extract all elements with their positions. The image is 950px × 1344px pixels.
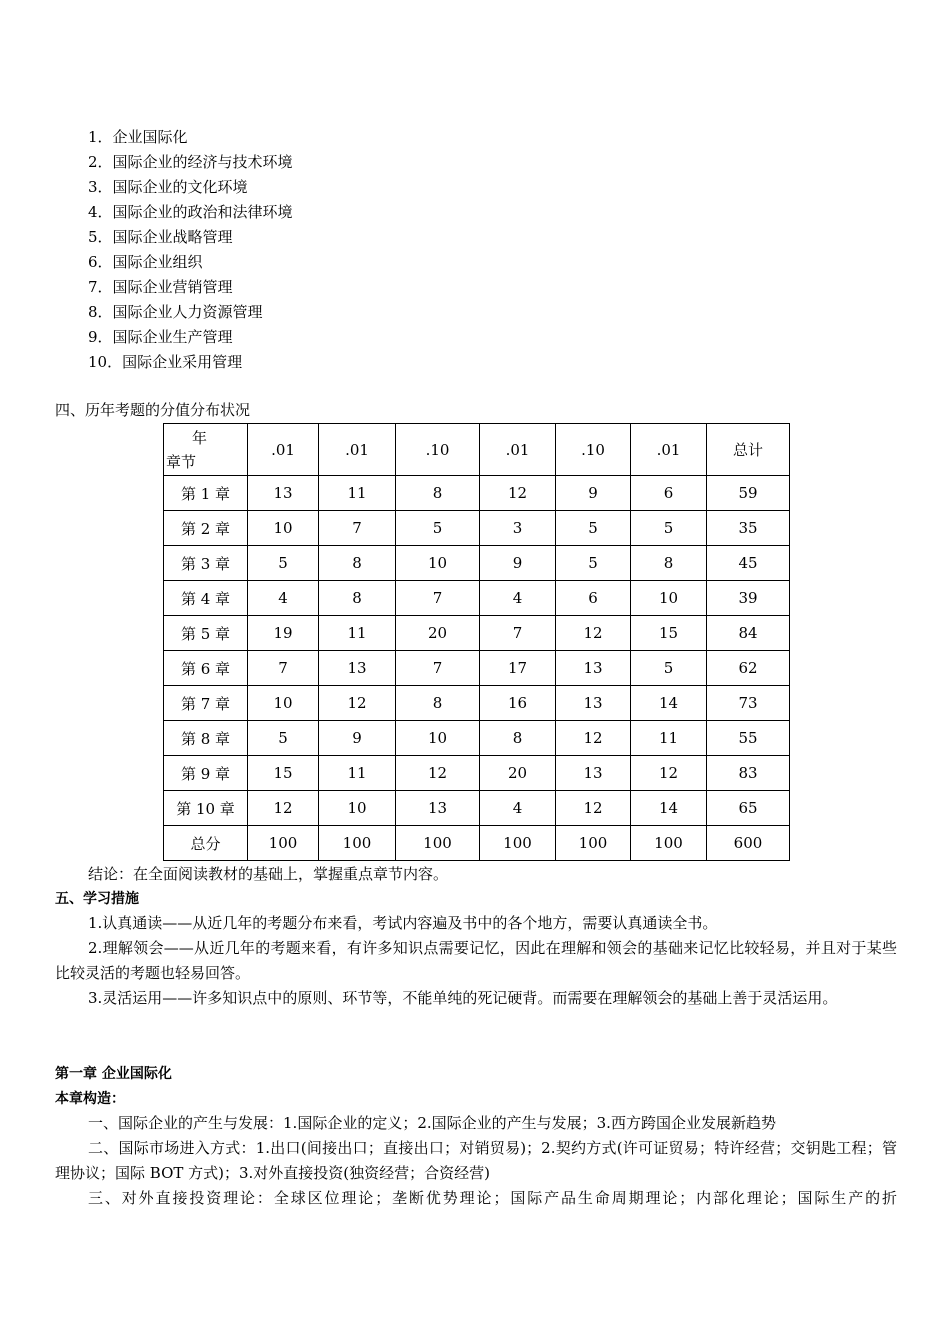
table-row xyxy=(164,511,790,546)
score-cell: 13 xyxy=(556,756,631,791)
year-header-cell: .01 xyxy=(248,424,319,476)
table-row xyxy=(164,791,790,826)
row-total-cell: 55 xyxy=(707,721,790,756)
measure-paragraph: 2.理解领会——从近几年的考题来看，有许多知识点需要记忆，因此在理解和领会的基础来记忆比较轻易，并且对于某些比较灵活的考题也轻易回答。 xyxy=(55,939,897,982)
score-cell: 3 xyxy=(480,511,556,546)
outline-item: 5．国际企业战略管理 xyxy=(88,228,233,246)
chapter-label-cell: 第 1 章 xyxy=(164,476,248,511)
score-cell: 5 xyxy=(556,511,631,546)
score-cell: 13 xyxy=(319,651,396,686)
score-cell: 4 xyxy=(248,581,319,616)
score-cell: 10 xyxy=(396,546,480,581)
corner-year-label: 年 xyxy=(192,429,208,447)
footer-score-cell: 100 xyxy=(631,826,707,861)
chapter-1-heading: 第一章 企业国际化 xyxy=(55,1066,172,1082)
score-cell: 11 xyxy=(319,476,396,511)
score-cell: 20 xyxy=(480,756,556,791)
corner-header-cell xyxy=(164,424,248,476)
score-cell: 12 xyxy=(396,756,480,791)
score-cell: 7 xyxy=(480,616,556,651)
score-cell: 7 xyxy=(248,651,319,686)
chapter-outline-list xyxy=(88,125,293,375)
table-row xyxy=(164,686,790,721)
total-header-cell: 总计 xyxy=(707,424,790,476)
score-cell: 12 xyxy=(631,756,707,791)
section-5-heading: 五、学习措施 xyxy=(55,891,139,907)
year-header-cell: .10 xyxy=(556,424,631,476)
grand-total-cell: 600 xyxy=(707,826,790,861)
score-cell: 6 xyxy=(556,581,631,616)
outline-item: 6．国际企业组织 xyxy=(88,253,203,271)
score-cell: 9 xyxy=(480,546,556,581)
score-cell: 7 xyxy=(319,511,396,546)
row-total-cell: 84 xyxy=(707,616,790,651)
score-cell: 11 xyxy=(319,756,396,791)
outline-item: 7．国际企业营销管理 xyxy=(88,278,233,296)
table-footer-row xyxy=(164,826,790,861)
score-cell: 8 xyxy=(319,581,396,616)
row-total-cell: 45 xyxy=(707,546,790,581)
score-cell: 13 xyxy=(248,476,319,511)
conclusion-text: 结论：在全面阅读教材的基础上，掌握重点章节内容。 xyxy=(88,865,449,883)
table-row xyxy=(164,756,790,791)
score-cell: 9 xyxy=(319,721,396,756)
row-total-cell: 83 xyxy=(707,756,790,791)
measure-paragraph: 3.灵活运用——许多知识点中的原则、环节等，不能单纯的死记硬背。而需要在理解领会的基础上善于灵活运用。 xyxy=(88,989,838,1007)
outline-item: 10．国际企业采用管理 xyxy=(88,353,243,371)
outline-item: 9．国际企业生产管理 xyxy=(88,328,233,346)
table-row xyxy=(164,546,790,581)
section-4-heading: 四、历年考题的分值分布状况 xyxy=(55,401,251,419)
table-row xyxy=(164,616,790,651)
score-cell: 12 xyxy=(319,686,396,721)
score-cell: 12 xyxy=(556,721,631,756)
score-cell: 12 xyxy=(480,476,556,511)
score-cell: 5 xyxy=(556,546,631,581)
table-row xyxy=(164,721,790,756)
footer-score-cell: 100 xyxy=(480,826,556,861)
score-cell: 10 xyxy=(248,686,319,721)
structure-paragraph: 三、对外直接投资理论：全球区位理论；垄断优势理论；国际产品生命周期理论；内部化理论；国际生产的折 xyxy=(88,1189,897,1207)
score-cell: 8 xyxy=(396,686,480,721)
year-header-cell: .01 xyxy=(319,424,396,476)
score-cell: 11 xyxy=(319,616,396,651)
table-row xyxy=(164,581,790,616)
score-distribution-table xyxy=(163,423,790,861)
structure-heading: 本章构造： xyxy=(55,1091,125,1107)
chapter-label-cell: 第 5 章 xyxy=(164,616,248,651)
score-cell: 7 xyxy=(396,581,480,616)
score-cell: 8 xyxy=(396,476,480,511)
structure-paragraph: 二、国际市场进入方式：1.出口(间接出口；直接出口；对销贸易)；2.契约方式(许可证贸易；特许经营；交钥匙工程；管理协议；国际 BOT 方式)；3.对外直接投资(独资经营；合资经营) xyxy=(55,1139,897,1182)
score-cell: 14 xyxy=(631,791,707,826)
outline-item: 1．企业国际化 xyxy=(88,128,188,146)
table-row xyxy=(164,476,790,511)
footer-score-cell: 100 xyxy=(396,826,480,861)
row-total-cell: 35 xyxy=(707,511,790,546)
score-cell: 6 xyxy=(631,476,707,511)
score-cell: 17 xyxy=(480,651,556,686)
chapter-label-cell: 第 2 章 xyxy=(164,511,248,546)
score-cell: 20 xyxy=(396,616,480,651)
outline-item: 2．国际企业的经济与技术环境 xyxy=(88,153,293,171)
chapter-label-cell: 第 7 章 xyxy=(164,686,248,721)
score-cell: 10 xyxy=(319,791,396,826)
footer-score-cell: 100 xyxy=(556,826,631,861)
score-cell: 10 xyxy=(248,511,319,546)
year-header-cell: .01 xyxy=(631,424,707,476)
chapter-label-cell: 第 10 章 xyxy=(164,791,248,826)
chapter-label-cell: 第 6 章 xyxy=(164,651,248,686)
footer-label-cell: 总分 xyxy=(164,826,248,861)
outline-item: 3．国际企业的文化环境 xyxy=(88,178,248,196)
measure-paragraph: 1.认真通读——从近几年的考题分布来看，考试内容遍及书中的各个地方，需要认真通读全书。 xyxy=(88,914,718,932)
corner-chapter-label: 章节 xyxy=(166,453,197,471)
score-cell: 16 xyxy=(480,686,556,721)
score-cell: 10 xyxy=(396,721,480,756)
chapter-label-cell: 第 4 章 xyxy=(164,581,248,616)
chapter-label-cell: 第 8 章 xyxy=(164,721,248,756)
score-cell: 4 xyxy=(480,791,556,826)
score-cell: 9 xyxy=(556,476,631,511)
footer-score-cell: 100 xyxy=(248,826,319,861)
year-header-cell: .01 xyxy=(480,424,556,476)
score-cell: 5 xyxy=(631,511,707,546)
score-cell: 8 xyxy=(631,546,707,581)
chapter-label-cell: 第 9 章 xyxy=(164,756,248,791)
year-header-cell: .10 xyxy=(396,424,480,476)
score-cell: 12 xyxy=(556,616,631,651)
score-cell: 5 xyxy=(396,511,480,546)
score-cell: 15 xyxy=(631,616,707,651)
table-header-row xyxy=(164,424,790,476)
score-cell: 13 xyxy=(396,791,480,826)
score-cell: 10 xyxy=(631,581,707,616)
row-total-cell: 59 xyxy=(707,476,790,511)
outline-item: 8．国际企业人力资源管理 xyxy=(88,303,263,321)
score-cell: 12 xyxy=(556,791,631,826)
score-cell: 13 xyxy=(556,651,631,686)
structure-paragraph: 一、国际企业的产生与发展：1.国际企业的定义；2.国际企业的产生与发展；3.西方跨国企业发展新趋势 xyxy=(88,1114,776,1132)
table-row xyxy=(164,651,790,686)
score-cell: 11 xyxy=(631,721,707,756)
score-cell: 5 xyxy=(248,546,319,581)
footer-score-cell: 100 xyxy=(319,826,396,861)
row-total-cell: 39 xyxy=(707,581,790,616)
score-cell: 13 xyxy=(556,686,631,721)
score-cell: 12 xyxy=(248,791,319,826)
score-cell: 15 xyxy=(248,756,319,791)
score-cell: 4 xyxy=(480,581,556,616)
score-cell: 19 xyxy=(248,616,319,651)
score-cell: 8 xyxy=(480,721,556,756)
row-total-cell: 62 xyxy=(707,651,790,686)
score-cell: 7 xyxy=(396,651,480,686)
row-total-cell: 65 xyxy=(707,791,790,826)
score-cell: 14 xyxy=(631,686,707,721)
chapter-label-cell: 第 3 章 xyxy=(164,546,248,581)
score-cell: 8 xyxy=(319,546,396,581)
score-cell: 5 xyxy=(631,651,707,686)
score-cell: 5 xyxy=(248,721,319,756)
row-total-cell: 73 xyxy=(707,686,790,721)
outline-item: 4．国际企业的政治和法律环境 xyxy=(88,203,293,221)
